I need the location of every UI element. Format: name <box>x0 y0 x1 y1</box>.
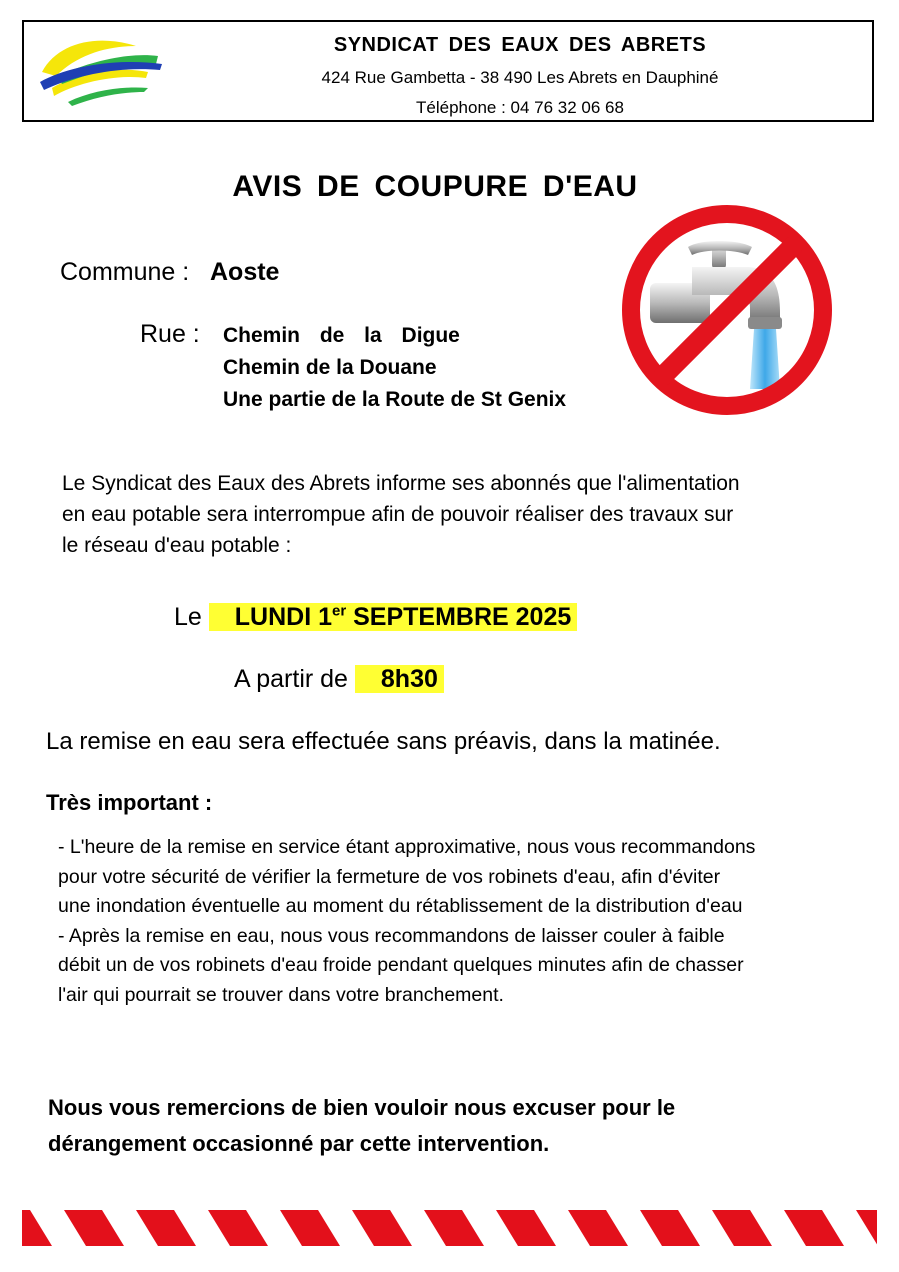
time-prefix: A partir de <box>234 665 348 693</box>
no-water-tap-icon <box>620 203 835 418</box>
org-address: 424 Rue Gambetta - 38 490 Les Abrets en Dauphiné <box>321 68 719 87</box>
stripe-group <box>22 1210 877 1246</box>
time-line <box>234 665 444 694</box>
important-line: - L'heure de la remise en service étant approximative, nous vous recommandons <box>58 836 756 858</box>
warning-stripe <box>22 1210 52 1246</box>
closing-line: Nous vous remercions de bien vouloir nous excuser pour le <box>48 1095 676 1120</box>
important-line: - Après la remise en eau, nous vous recommandons de laisser couler à faible <box>58 924 725 947</box>
important-line: pour votre sécurité de vérifier la fermeture de vos robinets d'eau, afin d'éviter <box>58 865 721 888</box>
important-text <box>58 833 858 1010</box>
warning-stripe <box>712 1210 772 1246</box>
logo-green-tail <box>68 88 148 106</box>
restore-text: La remise en eau sera effectuée sans préavis, dans la matinée. <box>46 728 721 755</box>
warning-stripe <box>424 1210 484 1246</box>
water-stream <box>750 329 780 389</box>
intro-line: Le Syndicat des Eaux des Abrets informe ses abonnés que l'alimentation <box>62 472 740 495</box>
warning-stripe <box>208 1210 268 1246</box>
notice-title: AVIS DE COUPURE D'EAU <box>232 170 638 203</box>
warning-stripes <box>22 1210 877 1246</box>
date-day: LUNDI 1 <box>234 603 332 631</box>
rue-label: Rue : <box>140 320 200 348</box>
date-highlight <box>209 603 578 631</box>
syndicat-logo-swoosh-icon <box>38 32 164 107</box>
warning-stripe <box>568 1210 628 1246</box>
warning-stripe <box>496 1210 556 1246</box>
intro-paragraph <box>62 468 842 561</box>
date-month-year: SEPTEMBRE 2025 <box>346 603 572 631</box>
warning-stripe <box>784 1210 844 1246</box>
date-day-suffix: er <box>332 602 347 620</box>
closing-line: dérangement occasionné par cette intervention. <box>48 1131 550 1156</box>
street-item: Une partie de la Route de St Genix <box>223 388 567 411</box>
time-highlight: 8h30 <box>355 665 444 693</box>
closing-message <box>48 1090 848 1162</box>
important-line: débit un de vos robinets d'eau froide pendant quelques minutes afin de chasser <box>58 954 744 976</box>
warning-stripe <box>640 1210 700 1246</box>
date-prefix: Le <box>174 603 202 631</box>
street-item: Chemin de la Douane <box>223 356 437 379</box>
intro-line: le réseau d'eau potable : <box>62 534 292 557</box>
warning-stripe <box>64 1210 124 1246</box>
commune-value: Aoste <box>210 258 280 286</box>
org-phone: Téléphone : 04 76 32 06 68 <box>416 98 624 117</box>
commune-label: Commune : <box>60 258 190 286</box>
date-line <box>174 603 577 632</box>
important-line: une inondation éventuelle au moment du rétablissement de la distribution d'eau <box>58 895 743 917</box>
warning-stripe <box>856 1210 877 1246</box>
warning-stripe <box>136 1210 196 1246</box>
street-item: Chemin de la Digue <box>223 324 460 347</box>
important-line: l'air qui pourrait se trouver dans votre branchement. <box>58 983 504 1006</box>
important-title: Très important : <box>46 790 213 815</box>
warning-stripe <box>352 1210 412 1246</box>
intro-line: en eau potable sera interrompue afin de pouvoir réaliser des travaux sur <box>62 503 734 526</box>
org-name: SYNDICAT DES EAUX DES ABRETS <box>333 34 707 56</box>
warning-stripe <box>280 1210 340 1246</box>
faucet-spout <box>748 317 782 329</box>
